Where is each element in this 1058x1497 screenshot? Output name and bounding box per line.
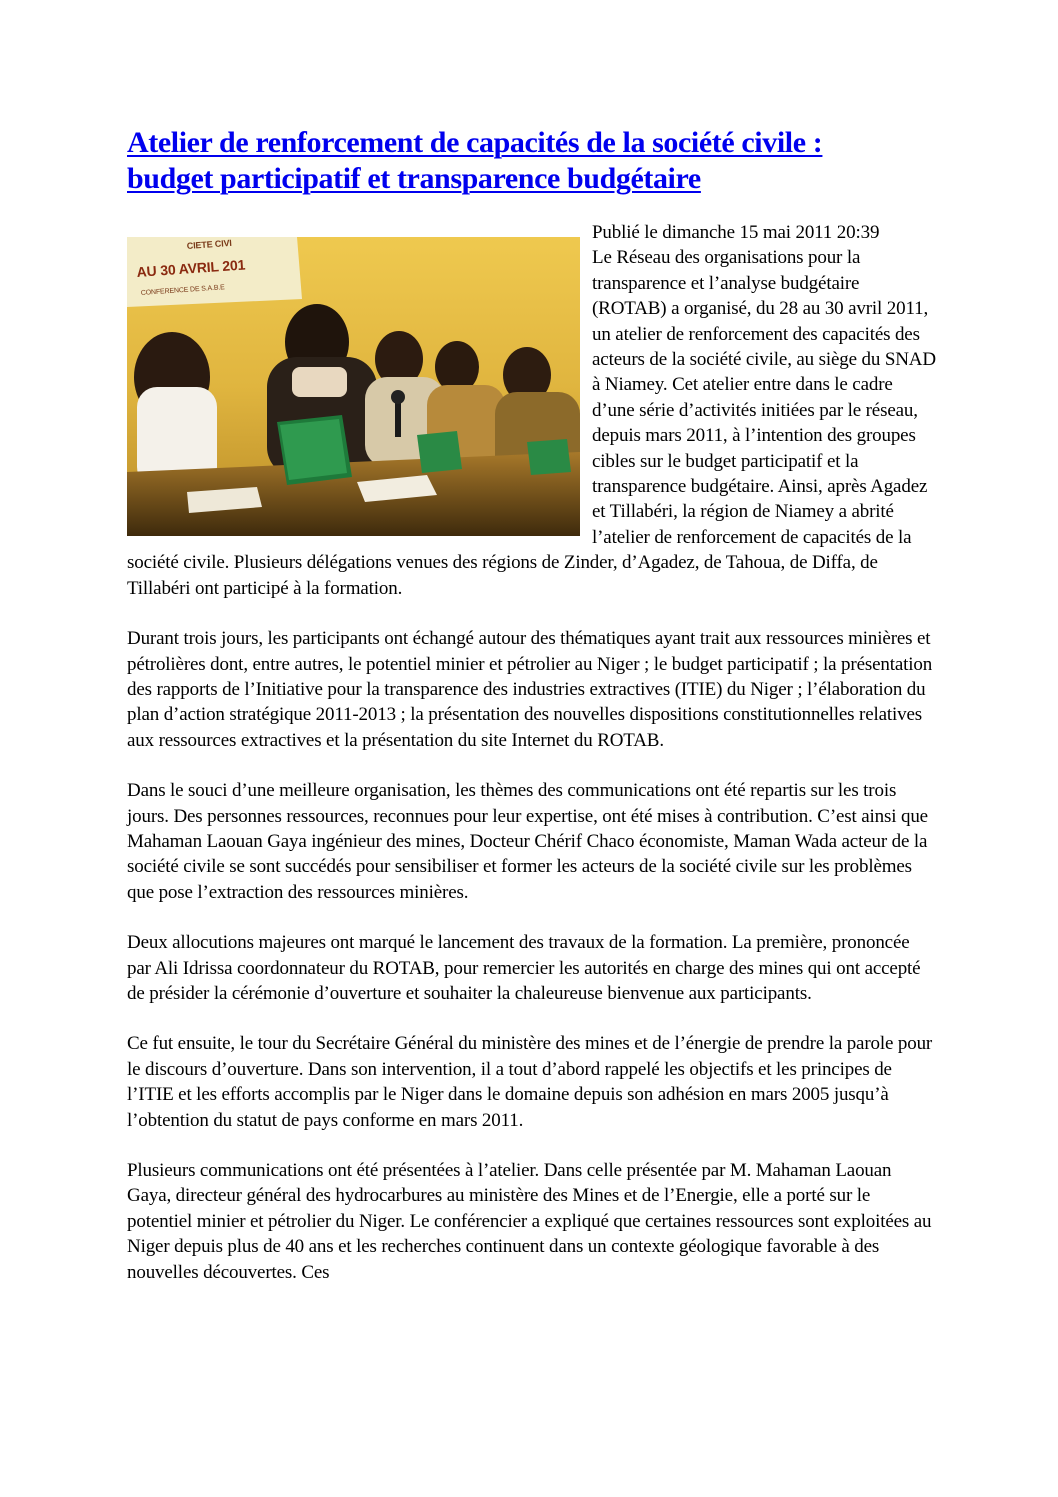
- article: [127, 125, 937, 1310]
- article-title[interactable]: [127, 125, 937, 197]
- paragraph-3: Dans le souci d’une meilleure organisation, les thèmes des communications ont été repartis sur les trois jours. Des personnes ressources, reconnues pour leur expertise, ont été mises à contribution. C’est ainsi que Mahaman Laouan Gaya ingénieur des mines, Docteur Chérif Chaco économiste, Maman Wada acteur de la société civile se sont succédés pour sensibiliser et former les acteurs de la société civile sur les problèmes que pose l’extraction des ressources minières.: [127, 780, 928, 903]
- paragraph-4: Deux allocutions majeures ont marqué le lancement des travaux de la formation. La première, prononcée par Ali Idrissa coordonnateur du ROTAB, pour remercier les autorités en charge des mines qui ont accepté de présider la cérémonie d’ouverture et souhaiter la chaleureuse bienvenue aux participants.: [127, 932, 921, 1004]
- article-title-line-1[interactable]: Atelier de renforcement de capacités de la société civile :: [127, 126, 823, 159]
- banner-text-3: CONFERENCE DE S.A.B.E: [140, 284, 225, 297]
- paragraph-6: Plusieurs communications ont été présentées à l’atelier. Dans celle présentée par M. Mahaman Laouan Gaya, directeur général des hydrocarbures au ministère des Mines et de l’Energie, elle a porté sur le potentiel minier et pétrolier du Niger. Le conférencier a expliqué que certaines ressources sont exploitées au Niger depuis plus de 40 ans et les recherches continuent dans un contexte géologique favorable à des nouvelles découvertes. Ces: [127, 1160, 932, 1283]
- paragraph-2: Durant trois jours, les participants ont échangé autour des thématiques ayant trait aux ressources minières et pétrolières dont, entre autres, le potentiel minier et pétrolier au Niger ; le budget participatif ; la présentation des rapports de l’Initiative pour la transparence des industries extractives (ITIE) du Niger ; l’élaboration du plan d’action stratégique 2011-2013 ; la présentation des nouvelles dispositions constitutionnelles relatives aux ressources extractives et la présentation du site Internet du ROTAB.: [127, 628, 933, 751]
- paragraph-1: Le Réseau des organisations pour la transparence et l’analyse budgétaire (ROTAB) a organisé, du 28 au 30 avril 2011, un atelier de renforcement des capacités des acteurs de la société civile, au siège du SNAD à Niamey. Cet atelier entre dans le cadre d’une série d’activités initiées par le réseau, depuis mars 2011, à l’intention des groupes cibles sur le budget participatif et la transparence budgétaire. Ainsi, après Agadez et Tillabéri, la région de Niamey a abrité l’atelier de renforcement de capacités de la société civile. Plusieurs délégations venues des régions de Zinder, d’Agadez, de Tahoua, de Diffa, de Tillabéri ont participé à la formation.: [127, 247, 936, 599]
- paragraph-5: Ce fut ensuite, le tour du Secrétaire Général du ministère des mines et de l’énergie de prendre la parole pour le discours d’ouverture. Dans son intervention, il a tout d’abord rappelé les objectifs et les principes de l’ITIE et les efforts accomplis par le Niger dans le domaine depuis son adhésion en mars 2005 jusqu’à l’obtention du statut de pays conforme en mars 2011.: [127, 1033, 933, 1131]
- article-photo: [127, 237, 580, 536]
- article-title-link[interactable]: [127, 125, 937, 197]
- workshop-photo-image: [127, 237, 580, 536]
- article-title-line-2[interactable]: budget participatif et transparence budgétaire: [127, 162, 701, 195]
- banner-text-1: CIETE CIVI: [186, 237, 233, 251]
- banner-text-2: AU 30 AVRIL 201: [136, 256, 246, 280]
- article-body: [127, 220, 937, 1285]
- published-date: Publié le dimanche 15 mai 2011 20:39: [592, 222, 880, 243]
